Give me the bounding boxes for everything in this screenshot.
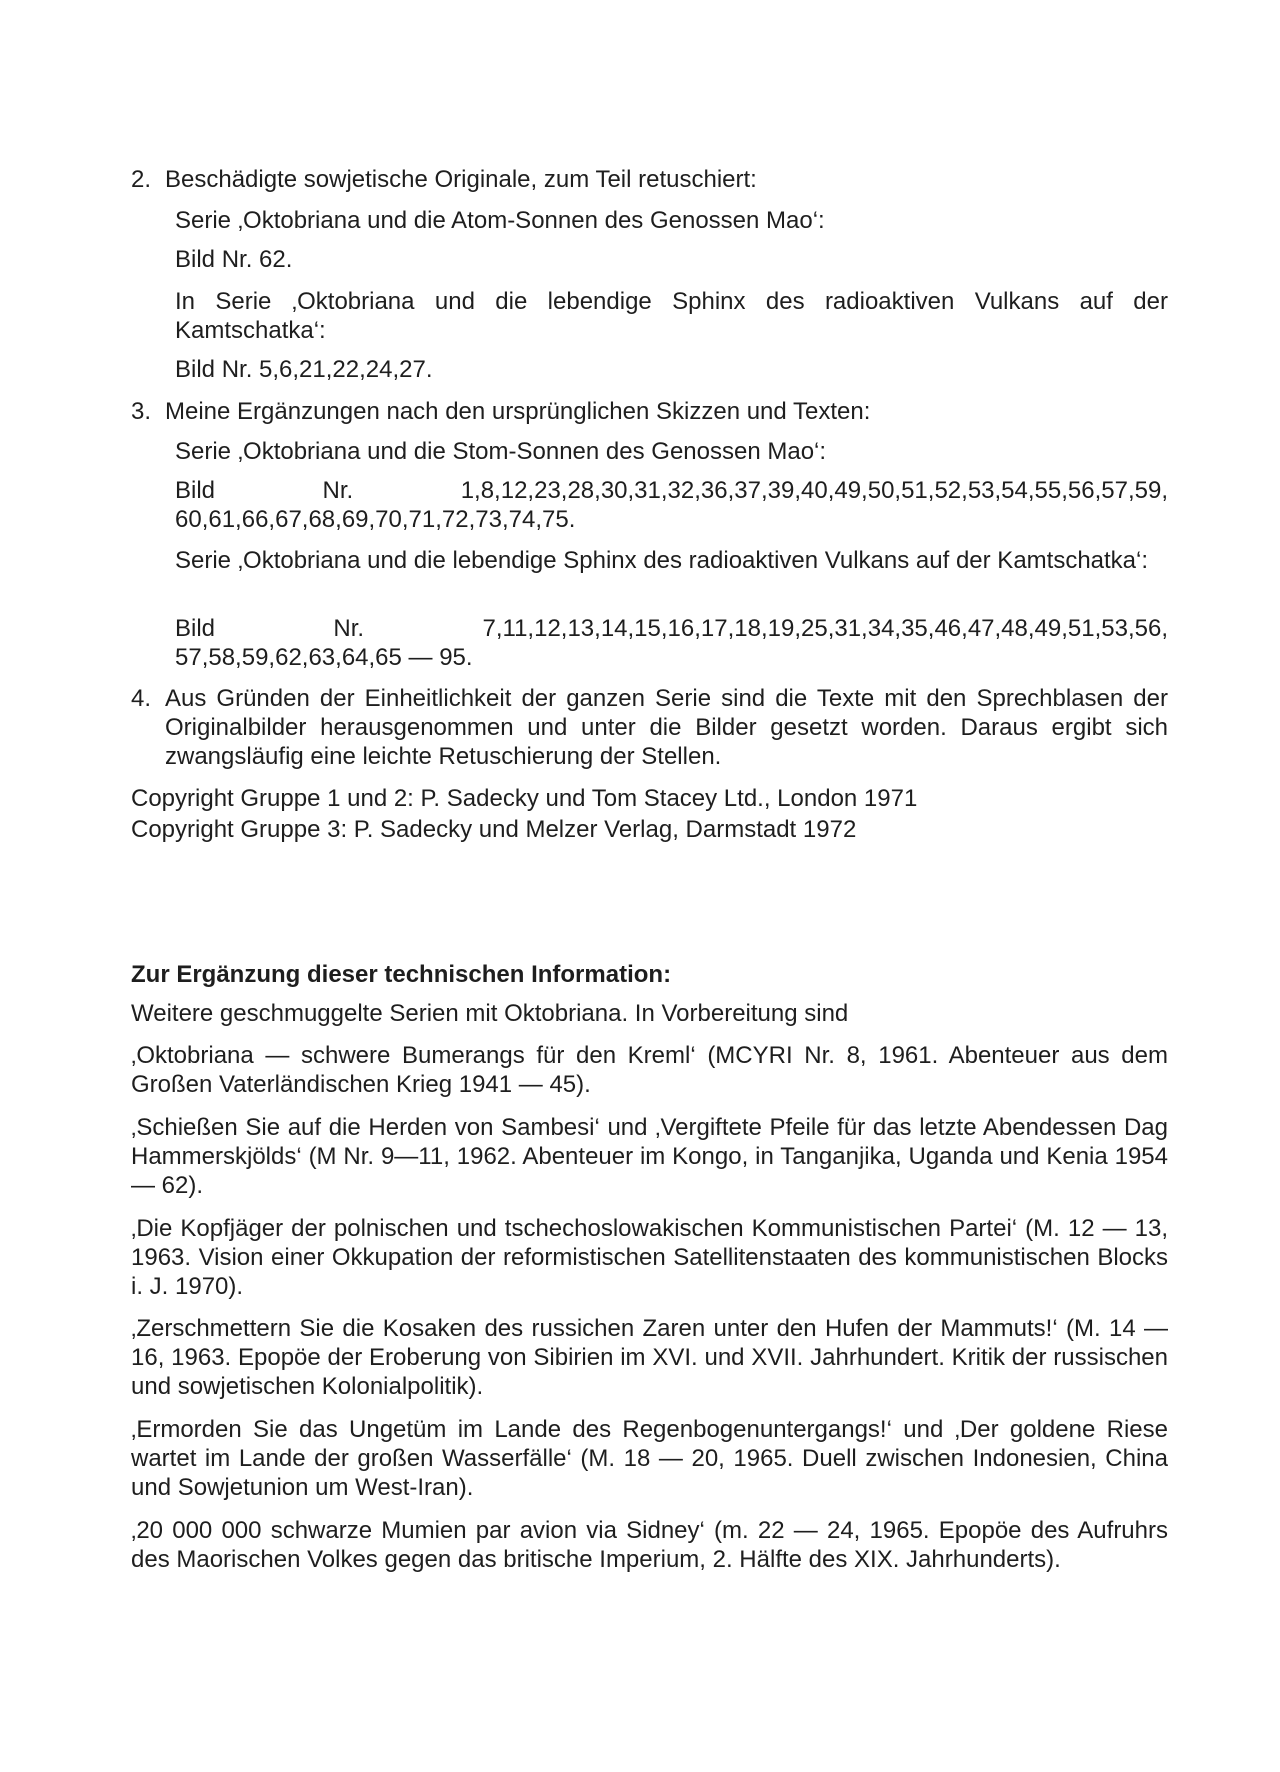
copyright-line-1: Copyright Gruppe 1 und 2: P. Sadecky und Tom Stacey Ltd., London 1971 xyxy=(131,785,918,812)
item-2-series-1: Serie ‚Oktobriana und die Atom-Sonnen des Genossen Mao‘: xyxy=(175,207,825,234)
item-3-series-1: Serie ‚Oktobriana und die Stom-Sonnen des Genossen Mao‘: xyxy=(175,438,827,465)
list-item-4-text: Aus Gründen der Einheitlichkeit der ganzen Serie sind die Texte mit den Sprechblasen der Originalbilder herausgenommen und unter die Bilder gesetzt worden. Daraus ergibt sich zwangsläufig eine leichte Retuschierung der Stellen. xyxy=(165,685,1168,770)
supplement-heading: Zur Ergänzung dieser technischen Information: xyxy=(131,961,672,988)
supplement-entry: ‚Zerschmettern Sie die Kosaken des russichen Zaren unter den Hufen der Mammuts!‘ (M. 14 — 16, 1963. Epopöe der Eroberung von Sibirien im XVI. und XVII. Jahrhundert. Kritik der russischen und sowjetischen Kolonialpolitik). xyxy=(131,1315,1168,1400)
item-3-pictures-1: Bild Nr. 1,8,12,23,28,30,31,32,36,37,39,40,49,50,51,52,53,54,55,56,57,59, 60,61,66,67,68,69,70,71,72,73,74,75. xyxy=(175,477,1168,533)
supplement-entry: ‚Schießen Sie auf die Herden von Sambesi‘ und ‚Vergiftete Pfeile für das letzte Abendessen Dag Hammerskjölds‘ (M Nr. 9—11, 1962. Abenteuer im Kongo, in Tanganjika, Uganda und Kenia 1954 — 62). xyxy=(131,1114,1168,1199)
item-3-series-2: Serie ‚Oktobriana und die lebendige Sphinx des radioaktiven Vulkans auf der Kamtschatka‘: xyxy=(175,547,1149,574)
list-item-3-text: Meine Ergänzungen nach den ursprünglichen Skizzen und Texten: xyxy=(165,398,871,425)
copyright-line-2: Copyright Gruppe 3: P. Sadecky und Melzer Verlag, Darmstadt 1972 xyxy=(131,816,857,843)
item-2-series-2: In Serie ‚Oktobriana und die lebendige Sphinx des radioaktiven Vulkans auf der Kamtschatka‘: xyxy=(175,288,1168,344)
list-number-4: 4. xyxy=(131,685,152,712)
supplement-entry: ‚20 000 000 schwarze Mumien par avion via Sidney‘ (m. 22 — 24, 1965. Epopöe des Aufruhrs des Maorischen Volkes gegen das britische Imperium, 2. Hälfte des XIX. Jahrhunderts). xyxy=(131,1517,1168,1573)
item-2-pictures-1: Bild Nr. 62. xyxy=(175,246,293,273)
supplement-entry: ‚Oktobriana — schwere Bumerangs für den Kreml‘ (MCYRI Nr. 8, 1961. Abenteuer aus dem Großen Vaterländischen Krieg 1941 — 45). xyxy=(131,1042,1168,1098)
list-number-3: 3. xyxy=(131,398,152,425)
supplement-intro: Weitere geschmuggelte Serien mit Oktobriana. In Vorbereitung sind xyxy=(131,1000,849,1027)
item-3-pictures-2: Bild Nr. 7,11,12,13,14,15,16,17,18,19,25,31,34,35,46,47,48,49,51,53,56, 57,58,59,62,63,64,65 — 95. xyxy=(175,615,1168,671)
item-2-pictures-2: Bild Nr. 5,6,21,22,24,27. xyxy=(175,356,433,383)
supplement-entry: ‚Ermorden Sie das Ungetüm im Lande des Regenbogenuntergangs!‘ und ‚Der goldene Riese wartet im Lande der großen Wasserfälle‘ (M. 18 — 20, 1965. Duell zwischen Indonesien, China und Sowjetunion um West-Iran). xyxy=(131,1416,1168,1501)
list-number-2: 2. xyxy=(131,166,152,193)
supplement-entry: ‚Die Kopfjäger der polnischen und tschechoslowakischen Kommunistischen Partei‘ (M. 12 — 13, 1963. Vision einer Okkupation der reformistischen Satellitenstaaten des kommunistischen Blocks i. J. 1970). xyxy=(131,1215,1168,1300)
list-item-2-text: Beschädigte sowjetische Originale, zum Teil retuschiert: xyxy=(165,166,757,193)
